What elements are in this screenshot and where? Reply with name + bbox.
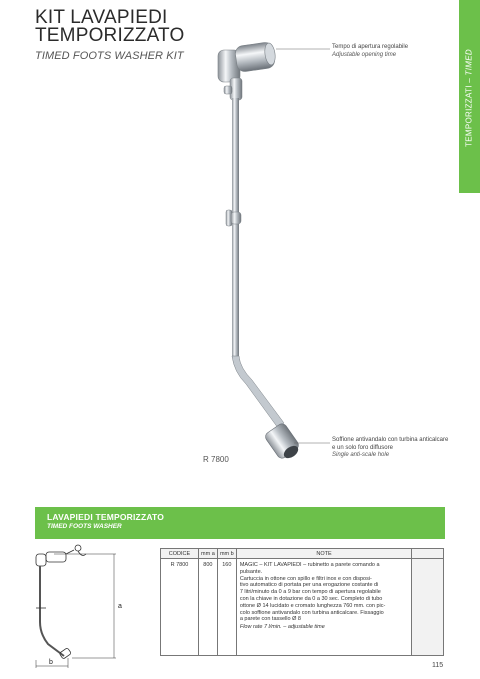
diagram-valve-head [46,552,66,562]
diagram-valve [36,554,46,566]
annotation-shower-head-it-2: e un solo foro diffusore [332,444,393,451]
cell-mm-a: 800 [198,559,217,656]
notes-english: Flow rate 7 l/min. – adjustable time [239,624,325,631]
header-notes: NOTE [236,549,411,559]
page-title-line-1: KIT LAVAPIEDI [35,7,168,28]
header-mm-a: mm a [198,549,217,559]
header-blank [412,549,444,559]
page-title-line-2: TEMPORIZZATO [35,25,185,46]
product-code-label: R 7800 [203,455,229,464]
page-subtitle: TIMED FOOTS WASHER KIT [35,50,184,62]
notes-line: 7 litri/minuto da 0 a 9 bar con tempo di apertura regolabile [239,589,381,596]
notes-line: Cartuccia in ottone con spillo e filtri inox e con disposi- [239,575,372,582]
cell-blank [412,559,444,656]
diagram-arm [66,550,74,554]
cell-code: R 7800 [161,559,199,656]
category-label-it: TEMPORIZZATI – [464,75,474,147]
diagram-pipe [40,566,64,656]
diagram-knob [75,545,81,551]
dimension-b-label: b [49,659,53,666]
notes-line: pulsante. [239,568,263,575]
annotation-shower-head [332,437,448,460]
dimension-a-label: a [118,603,122,610]
notes-line: ottone Ø 14 lucidato e cromato lunghezza 760 mm. con pic- [239,602,386,609]
cell-mm-b: 160 [217,559,236,656]
notes-line: con la chiave in dotazione da 0 a 30 sec. Completo di tubo [239,595,383,602]
page-number: 115 [432,662,444,669]
spec-table [160,548,444,656]
header-mm-b: mm b [217,549,236,559]
diagram-knob-handle [78,551,86,555]
notes-line: colo soffione antivandalo con turbina anticalcare. Fissaggio [239,609,384,616]
cell-notes [236,559,411,656]
spec-table-header [161,549,444,559]
notes-line: tivo automatico di portata per una erogazione costante di [239,582,379,589]
annotation-opening-time [332,44,408,59]
pipe [232,98,284,428]
notes-line: MAGIC – KIT LAVAPIEDI – rubinetto a parete comando a [239,562,380,568]
valve-body [218,41,276,100]
annotation-shower-head-it-1: Soffione antivandalo con turbina anticalcare [332,437,449,443]
notes-line: a parete con tassello Ø 8 [239,616,301,623]
header-code: CODICE [161,549,199,559]
table-row [161,559,444,656]
annotation-opening-time-en: Adjustable opening time [332,51,397,58]
section-subtitle: TIMED FOOTS WASHER [47,523,122,530]
wall-bracket [226,210,241,226]
annotation-opening-time-it: Tempo di apertura regolabile [332,44,409,50]
section-title: LAVAPIEDI TEMPORIZZATO [47,512,165,522]
dimension-diagram [30,540,140,670]
annotation-shower-head-en: Single anti-scale hole [332,452,390,458]
shower-head [264,422,301,461]
category-label-en: TIMED [464,49,474,76]
